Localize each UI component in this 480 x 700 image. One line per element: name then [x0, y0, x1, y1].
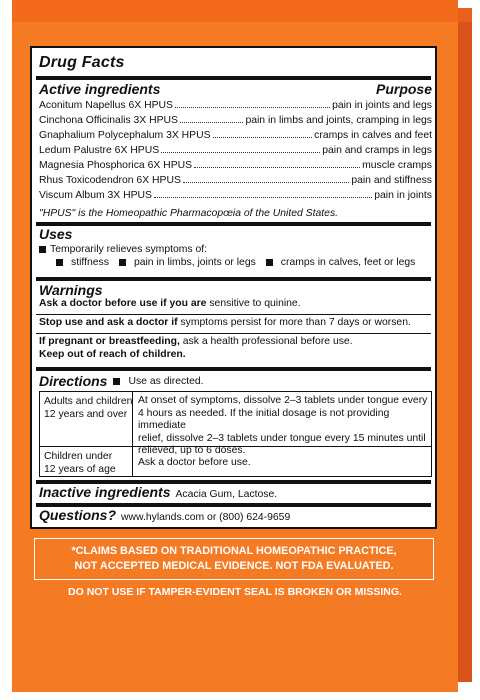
- divider-thick: [36, 76, 431, 80]
- claims-line: *CLAIMS BASED ON TRADITIONAL HOMEOPATHIC PRACTICE,: [71, 545, 397, 557]
- bullet-square-icon: [39, 246, 46, 253]
- drug-facts-panel: [30, 46, 437, 529]
- warning-pregnant: [39, 336, 353, 347]
- child-directions: Ask a doctor before use.: [138, 457, 251, 468]
- warning-keep-out: [39, 349, 186, 360]
- bullet-square-icon: [113, 378, 120, 385]
- warning-text: symptoms persist for more than 7 days or worsen.: [177, 317, 411, 328]
- ingredient-name: Viscum Album 3X HPUS: [39, 190, 152, 201]
- questions-heading: Questions?: [39, 507, 117, 523]
- warning-text: sensitive to quinine.: [206, 298, 301, 309]
- uses-intro-text: Temporarily relieves symptoms of:: [50, 244, 208, 255]
- bottom-edge: [12, 692, 458, 700]
- directions-heading: Directions: [39, 373, 108, 389]
- ingredient-name: Rhus Toxicodendron 6X HPUS: [39, 175, 181, 186]
- symptom-item: cramps in calves, feet or legs: [280, 257, 416, 268]
- directions-table: [39, 391, 432, 477]
- claims-disclaimer-box: [34, 538, 434, 580]
- tamper-warning: DO NOT USE IF TAMPER-EVIDENT SEAL IS BROKEN OR MISSING.: [68, 586, 402, 598]
- warning-quinine: [39, 298, 301, 309]
- ingredient-name: Magnesia Phosphorica 6X HPUS: [39, 160, 193, 171]
- divider-thick: [36, 222, 431, 226]
- uses-symptoms: [56, 257, 415, 268]
- uses-intro: [39, 244, 207, 255]
- ingredient-purpose: pain and cramps in legs: [322, 145, 432, 156]
- ingredient-purpose: pain in joints: [374, 190, 432, 201]
- warning-bold: If pregnant or breastfeeding,: [39, 336, 180, 347]
- ingredient-name: Gnaphalium Polycephalum 3X HPUS: [39, 130, 211, 141]
- directions-header: [39, 373, 204, 389]
- inactive-ingredients: [39, 484, 277, 501]
- drug-facts-title: Drug Facts: [39, 54, 125, 71]
- box-side-panel: [458, 22, 472, 682]
- symptom-item: pain in limbs, joints or legs: [133, 257, 256, 268]
- questions: [39, 507, 290, 524]
- ingredient-row: [39, 144, 432, 157]
- ingredient-name: Cinchona Officinalis 3X HPUS: [39, 115, 178, 126]
- ingredient-row: [39, 189, 432, 202]
- active-ingredients-header: [39, 81, 432, 97]
- claims-line: NOT ACCEPTED MEDICAL EVIDENCE. NOT FDA EVALUATED.: [74, 560, 394, 572]
- inactive-heading: Inactive ingredients: [39, 484, 171, 500]
- warning-bold: Ask a doctor before use if you are: [39, 298, 207, 309]
- purpose-heading: Purpose: [375, 81, 432, 97]
- bullet-square-icon: [119, 259, 126, 266]
- adult-directions: At onset of symptoms, dissolve 2–3 tablets under tongue every 4 hours as needed. If the initial dosage is not providing immediate relief, dissolve 2–3 tablets under tongue every 15 minutes until relieved, up to 6 doses.: [138, 395, 428, 456]
- questions-contact: www.hylands.com or (800) 624-9659: [121, 512, 291, 523]
- divider-thick: [36, 367, 431, 371]
- ingredient-name: Aconitum Napellus 6X HPUS: [39, 100, 173, 111]
- bullet-square-icon: [266, 259, 273, 266]
- warning-stop-use: [39, 317, 411, 328]
- ingredient-row: [39, 174, 432, 187]
- ingredient-purpose: cramps in calves and feet: [314, 130, 432, 141]
- ingredient-row: [39, 159, 432, 172]
- active-ingredients-heading: Active ingredients: [39, 81, 161, 97]
- ingredient-purpose: pain in limbs and joints, cramping in legs: [245, 115, 432, 126]
- divider-thin: [36, 314, 431, 315]
- adult-label: Adults and children 12 years and over: [44, 396, 133, 420]
- ingredient-purpose: muscle cramps: [362, 160, 432, 171]
- inactive-text: Acacia Gum, Lactose.: [175, 489, 278, 500]
- divider-thin: [36, 333, 431, 334]
- ingredient-row: [39, 129, 432, 142]
- ingredient-row: [39, 99, 432, 112]
- box-top-flap: [12, 0, 458, 22]
- warnings-heading: Warnings: [39, 282, 103, 298]
- divider-thick: [36, 277, 431, 281]
- child-label: Children under 12 years of age: [44, 451, 116, 475]
- ingredient-purpose: pain in joints and legs: [332, 100, 432, 111]
- ingredient-purpose: pain and stiffness: [351, 175, 432, 186]
- ingredient-row: [39, 114, 432, 127]
- uses-heading: Uses: [39, 226, 73, 242]
- hpus-note: "HPUS" is the Homeopathic Pharmacopœia of the United States.: [39, 208, 339, 219]
- directions-intro: Use as directed.: [128, 375, 204, 387]
- bullet-square-icon: [56, 259, 63, 266]
- ingredient-name: Ledum Palustre 6X HPUS: [39, 145, 160, 156]
- symptom-item: stiffness: [71, 257, 109, 268]
- warning-text: ask a health professional before use.: [179, 336, 353, 347]
- warning-bold: Stop use and ask a doctor if: [39, 317, 178, 328]
- warning-bold: Keep out of reach of children.: [39, 349, 186, 360]
